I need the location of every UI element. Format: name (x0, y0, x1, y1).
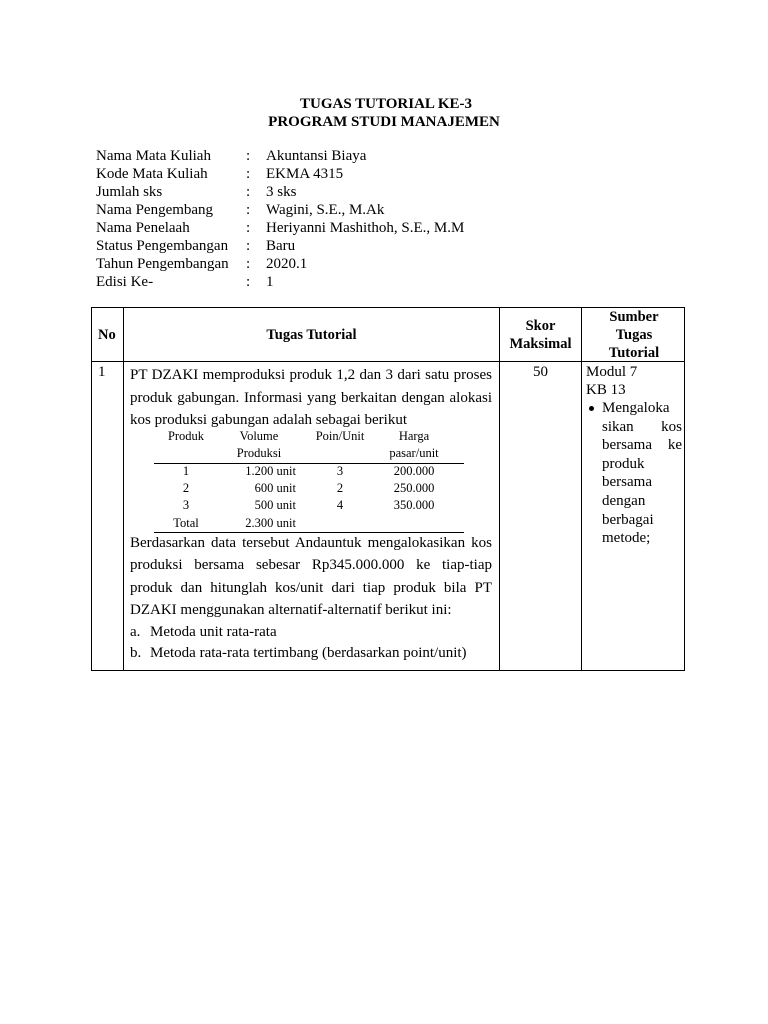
meta-colon: : (246, 184, 251, 200)
col-header-harga-line: Harga (398, 428, 430, 443)
header-task: Tugas Tutorial (266, 326, 357, 343)
meta-colon: : (246, 274, 251, 290)
meta-label: Status Pengembangan (96, 238, 229, 254)
meta-label: Jumlah sks (96, 184, 163, 200)
cell-harga: 200.000 (393, 463, 435, 478)
column-divider (581, 308, 582, 670)
col-header-volume-line: Volume (239, 428, 279, 443)
header-source-line: Sumber (609, 308, 659, 325)
source-bullet (586, 399, 682, 548)
table-row (154, 480, 464, 497)
cell-volume: 600 unit (254, 480, 296, 495)
bullet-word: produk (602, 455, 645, 472)
table-row (154, 463, 464, 480)
max-score: 50 (533, 364, 548, 380)
header-score-line: Maksimal (509, 335, 572, 352)
cell-harga: 250.000 (393, 480, 435, 495)
col-header-poin: Poin/Unit (315, 428, 365, 443)
bullet-word: bersama (602, 474, 652, 491)
meta-value: Akuntansi Biaya (266, 148, 367, 164)
bullet-word: ke (667, 437, 682, 454)
table-row (154, 515, 464, 532)
task-intro: PT DZAKI memproduksi produk 1,2 dan 3 dari satu proses produk gabungan. Informasi yang berkaitan dengan alokasi kos produksi gabungan adalah sebagai berikut (130, 367, 492, 428)
bullet-word: sikan (602, 418, 634, 435)
bullet-text-line (602, 492, 682, 511)
header-source (582, 308, 686, 361)
row-number: 1 (98, 364, 106, 380)
cell-produk: 2 (182, 480, 190, 495)
meta-value: Wagini, S.E., M.Ak (266, 202, 385, 218)
bullet-text-line (602, 455, 682, 474)
cell-volume: 1.200 unit (245, 463, 296, 478)
cell-poin: 2 (336, 480, 344, 495)
meta-label: Nama Penelaah (96, 220, 190, 236)
meta-value: 1 (266, 274, 274, 290)
option-item (130, 622, 492, 643)
meta-label: Tahun Pengembangan (96, 256, 229, 272)
document-title: TUGAS TUTORIAL KE-3 (300, 96, 472, 112)
bullet-word: metode; (602, 530, 651, 547)
col-header-volume (224, 428, 294, 462)
table-row (154, 497, 464, 514)
meta-colon: : (246, 256, 251, 272)
product-table-header (154, 428, 464, 464)
option-letter: b. (130, 644, 142, 661)
meta-label: Nama Pengembang (96, 202, 214, 218)
meta-label: Kode Mata Kuliah (96, 166, 208, 182)
cell-produk: 3 (182, 497, 190, 512)
col-header-harga (374, 428, 454, 462)
meta-colon: : (246, 148, 251, 164)
col-header-produk: Produk (167, 428, 205, 443)
column-divider (123, 308, 124, 670)
option-letter: a. (130, 623, 141, 640)
option-text: Metoda rata-rata tertimbang (berdasarkan point/unit) (150, 644, 467, 661)
meta-label: Edisi Ke- (96, 274, 154, 290)
bullet-icon (589, 406, 594, 411)
bullet-text-line (602, 436, 682, 455)
cell-poin: 3 (336, 463, 344, 478)
option-item (130, 643, 492, 664)
task-question: Berdasarkan data tersebut Andauntuk mengalokasikan kos produksi bersama sebesar Rp345.000.000 ke tiap-tiap produk dan hitunglah kos/unit dari tiap produk bila PT DZAKI menggunakan alternatif-alternatif berikut ini: (130, 534, 492, 618)
meta-label: Nama Mata Kuliah (96, 148, 211, 164)
meta-value: Baru (266, 238, 296, 254)
meta-colon: : (246, 166, 251, 182)
table-rule (154, 532, 464, 533)
cell-harga: 350.000 (393, 497, 435, 512)
source-cell (586, 363, 682, 548)
header-divider (92, 361, 684, 362)
meta-value: EKMA 4315 (266, 166, 344, 182)
bullet-word: bersama (602, 437, 652, 454)
header-no: No (98, 326, 116, 343)
header-source-line: Tugas (615, 326, 653, 343)
cell-volume: 2.300 unit (245, 515, 296, 530)
meta-value: 3 sks (266, 184, 297, 200)
document-subtitle: PROGRAM STUDI MANAJEMEN (268, 114, 500, 130)
meta-colon: : (246, 238, 251, 254)
source-modul: Modul 7 (586, 364, 638, 380)
tutorial-table (91, 307, 685, 671)
cell-produk: 1 (182, 463, 190, 478)
source-kb: KB 13 (586, 382, 626, 398)
bullet-word: kos (661, 418, 682, 435)
bullet-text-line (602, 473, 682, 492)
bullet-text-line (602, 418, 682, 437)
col-header-harga-line: pasar/unit (389, 445, 439, 460)
col-header-volume-line: Produksi (236, 445, 282, 460)
product-data-table (154, 428, 464, 538)
bullet-word: dengan (602, 492, 646, 509)
option-text: Metoda unit rata-rata (150, 623, 277, 640)
meta-value: Heriyanni Mashithoh, S.E., M.M (266, 220, 465, 236)
header-score-line: Skor (525, 317, 556, 334)
bullet-word: Mengaloka (602, 400, 670, 416)
bullet-text-line (602, 529, 682, 548)
meta-colon: : (246, 220, 251, 236)
header-source-line: Tutorial (608, 344, 660, 361)
bullet-text-line (602, 511, 682, 530)
bullet-word: berbagai (602, 511, 654, 528)
cell-poin: 4 (336, 497, 344, 512)
task-cell (130, 363, 492, 664)
meta-colon: : (246, 202, 251, 218)
cell-produk: Total (173, 515, 199, 530)
bullet-text-line (602, 399, 682, 418)
cell-volume: 500 unit (254, 497, 296, 512)
meta-value: 2020.1 (266, 256, 308, 272)
header-score (500, 308, 581, 361)
